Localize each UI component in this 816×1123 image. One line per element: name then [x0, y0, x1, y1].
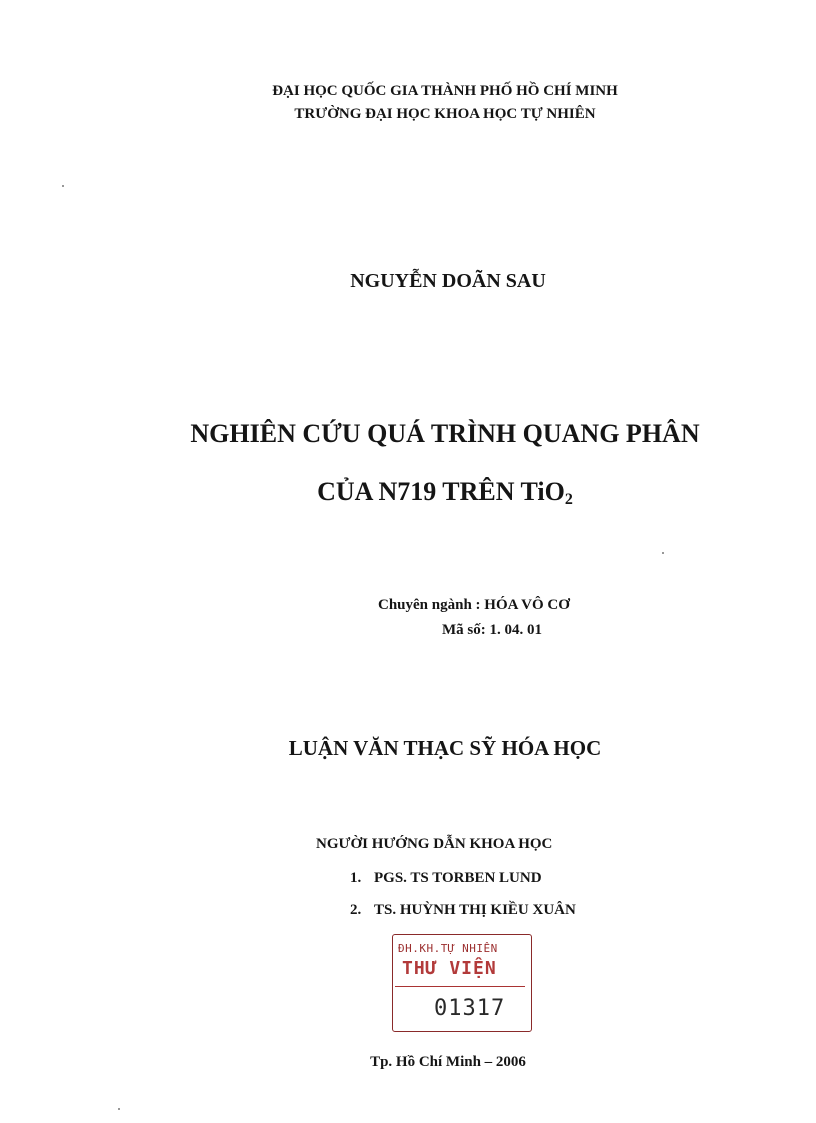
code-row [442, 622, 542, 639]
specialization-row [378, 597, 570, 614]
thesis-title-line2 [0, 477, 816, 509]
advisor-name: PGS. TS TORBEN LUND [374, 870, 542, 886]
scan-speck [62, 185, 64, 187]
degree-title: LUẬN VĂN THẠC SỸ HÓA HỌC [288, 736, 602, 760]
advisor-item [350, 902, 576, 919]
title-subscript: 2 [564, 491, 573, 508]
scan-speck [662, 552, 664, 554]
specialization-value: HÓA VÔ CƠ [484, 597, 570, 613]
scan-speck [118, 1108, 120, 1110]
specialization-label: Chuyên ngành : [378, 597, 481, 613]
advisor-name: TS. HUỲNH THỊ KIỀU XUÂN [374, 902, 576, 918]
stamp-divider [395, 986, 525, 987]
university-name: ĐẠI HỌC QUỐC GIA THÀNH PHỐ HỒ CHÍ MINH [272, 83, 618, 99]
stamp-institution: ĐH.KH.TỰ NHIÊN [398, 942, 498, 955]
advisor-number: 1. [350, 870, 362, 886]
stamp-number: 01317 [434, 996, 506, 1021]
place-date: Tp. Hồ Chí Minh – 2006 [370, 1054, 526, 1070]
author-name: NGUYỄN DOÃN SAU [350, 270, 546, 292]
code-value: 1. 04. 01 [489, 622, 542, 638]
thesis-title-line1: NGHIÊN CỨU QUÁ TRÌNH QUANG PHÂN [190, 419, 700, 448]
advisor-number: 2. [350, 902, 362, 918]
school-name: TRƯỜNG ĐẠI HỌC KHOA HỌC TỰ NHIÊN [294, 106, 596, 122]
code-label: Mã số: [442, 622, 486, 638]
title-line2-text: CỦA N719 TRÊN TiO [317, 477, 565, 506]
library-stamp [392, 934, 530, 1034]
advisor-item [350, 870, 542, 887]
stamp-library: THƯ VIỆN [402, 958, 497, 979]
advisors-heading: NGƯỜI HƯỚNG DẪN KHOA HỌC [316, 836, 553, 852]
